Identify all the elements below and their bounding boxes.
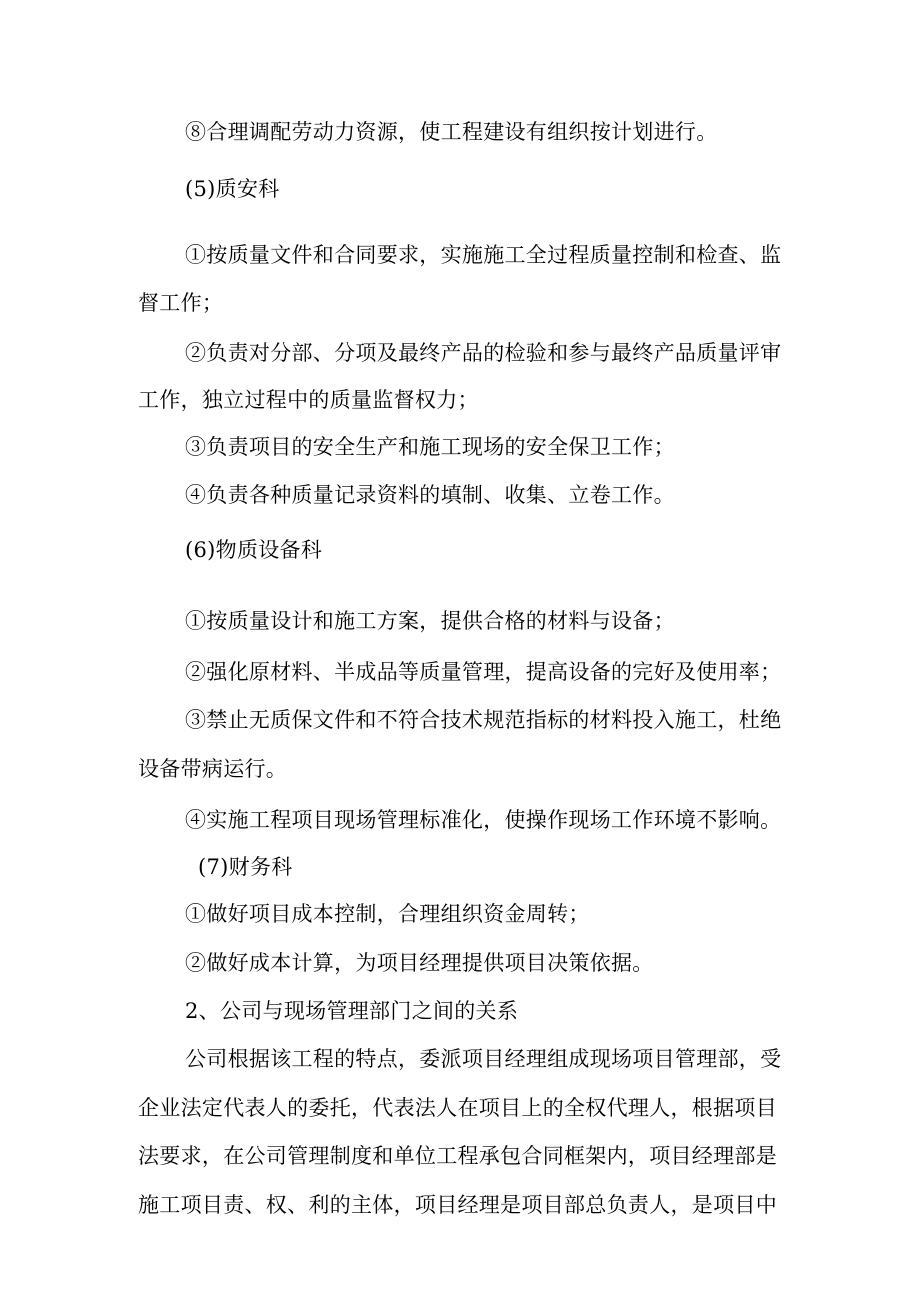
item-1-cost-control: ①做好项目成本控制，合理组织资金周转； bbox=[185, 902, 590, 926]
item-3-safety-production: ③负责项目的安全生产和施工现场的安全保卫工作； bbox=[185, 435, 675, 459]
relationship-paragraph-line4: 施工项目责、权、利的主体，项目经理是项目部总负责人，是项目中 bbox=[138, 1193, 777, 1217]
item-1-quality-control-line2: 督工作； bbox=[138, 291, 224, 315]
section-6-materials-equipment-heading: (6)物质设备科 bbox=[185, 538, 323, 562]
item-8-labor-allocation: ⑧合理调配劳动力资源，使工程建设有组织按计划进行。 bbox=[185, 120, 718, 144]
item-2-material-management: ②强化原材料、半成品等质量管理，提高设备的完好及使用率； bbox=[185, 660, 782, 684]
section-7-finance-heading: (7)财务科 bbox=[198, 855, 293, 879]
relationship-paragraph-line3: 法要求，在公司管理制度和单位工程承包合同框架内，项目经理部是 bbox=[138, 1144, 777, 1168]
item-2-inspection-line1: ②负责对分部、分项及最终产品的检验和参与最终产品质量评审 bbox=[185, 341, 782, 365]
section-5-quality-safety-heading: (5)质安科 bbox=[185, 177, 280, 201]
item-4-site-standardization: ④实施工程项目现场管理标准化，使操作现场工作环境不影响。 bbox=[185, 808, 782, 832]
item-2-cost-calculation: ②做好成本计算，为项目经理提供项目决策依据。 bbox=[185, 951, 654, 975]
item-4-quality-records: ④负责各种质量记录资料的填制、收集、立卷工作。 bbox=[185, 483, 675, 507]
item-3-prohibit-noncompliant-line1: ③禁止无质保文件和不符合技术规范指标的材料投入施工，杜绝 bbox=[185, 708, 782, 732]
relationship-paragraph-line2: 企业法定代表人的委托，代表法人在项目上的全权代理人，根据项目 bbox=[138, 1096, 777, 1120]
relationship-paragraph-line1: 公司根据该工程的特点，委派项目经理组成现场项目管理部，受 bbox=[185, 1047, 782, 1071]
section-2-relationship-heading: 2、公司与现场管理部门之间的关系 bbox=[185, 999, 519, 1023]
item-2-inspection-line2: 工作，独立过程中的质量监督权力； bbox=[138, 388, 479, 412]
item-3-prohibit-noncompliant-line2: 设备带病运行。 bbox=[138, 757, 288, 781]
item-1-quality-control-line1: ①按质量文件和合同要求，实施施工全过程质量控制和检查、监 bbox=[185, 243, 782, 267]
item-1-supply-materials: ①按质量设计和施工方案，提供合格的材料与设备； bbox=[185, 609, 675, 633]
